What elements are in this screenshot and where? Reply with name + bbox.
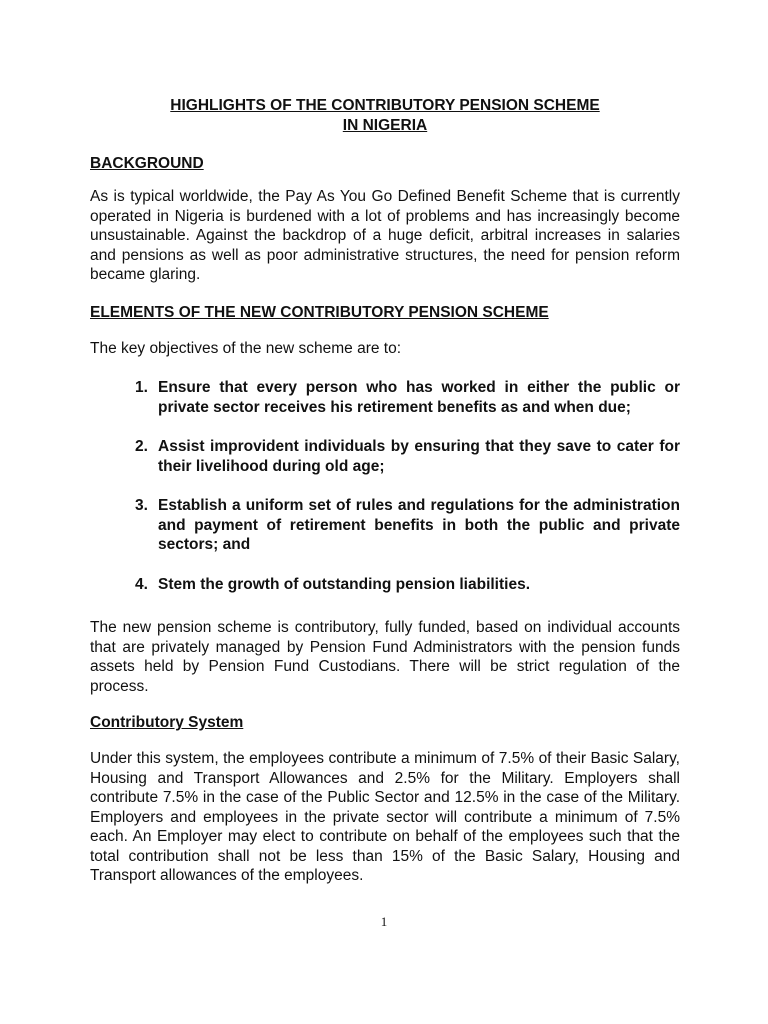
objective-item <box>135 575 680 595</box>
objective-number: 3. <box>135 497 148 514</box>
objective-text: Assist improvident individuals by ensuring that they save to cater for their livelihood during old age; <box>158 438 680 475</box>
title-line-2: IN NIGERIA <box>342 117 428 134</box>
background-paragraph: As is typical worldwide, the Pay As You Go Defined Benefit Scheme that is currently operated in Nigeria is burdened with a lot of problems and has increasingly become unsustainable. Against the backdrop of a huge deficit, arbitral increases in salaries and pensions as well as poor administrative structures, the need for pension reform became glaring. <box>90 188 680 283</box>
objective-text: Establish a uniform set of rules and regulations for the administration and payment of retirement benefits in both the public and private sectors; and <box>158 497 680 553</box>
background-heading: BACKGROUND <box>90 155 204 172</box>
elements-heading: ELEMENTS OF THE NEW CONTRIBUTORY PENSION SCHEME <box>90 303 549 321</box>
objective-text: Stem the growth of outstanding pension liabilities. <box>158 575 531 593</box>
objective-item <box>135 378 680 417</box>
objective-item <box>135 496 680 555</box>
contributory-system-heading: Contributory System <box>90 714 244 731</box>
objective-number: 1. <box>135 379 148 396</box>
objective-number: 2. <box>135 438 148 455</box>
objectives-intro: The key objectives of the new scheme are to: <box>90 339 402 357</box>
objective-item <box>135 437 680 476</box>
objective-number: 4. <box>135 575 148 593</box>
objectives-list <box>90 378 680 594</box>
contributory-system-paragraph: Under this system, the employees contribute a minimum of 7.5% of their Basic Salary, Housing and Transport Allowances and 2.5% for the Military. Employers shall contribute 7.5% in the case of the Public Sector and 12.5% in the case of the Military. Employers and employees in the private sector will contribute a minimum of 7.5% each. An Employer may elect to contribute on behalf of the employees such that the total contribution shall not be less than 15% of the Basic Salary, Housing and Transport allowances of the employees. <box>90 750 680 884</box>
objective-text: Ensure that every person who has worked in either the public or private sector receives his retirement benefits as and when due; <box>158 379 680 416</box>
title-line-1: HIGHLIGHTS OF THE CONTRIBUTORY PENSION SCHEME <box>170 97 600 114</box>
page-number: 1 <box>380 914 388 929</box>
document-title <box>90 0 680 136</box>
scheme-paragraph: The new pension scheme is contributory, fully funded, based on individual accounts that are privately managed by Pension Fund Administrators with the pension funds assets held by Pension Fund Custodians. There will be strict regulation of the process. <box>90 619 680 695</box>
